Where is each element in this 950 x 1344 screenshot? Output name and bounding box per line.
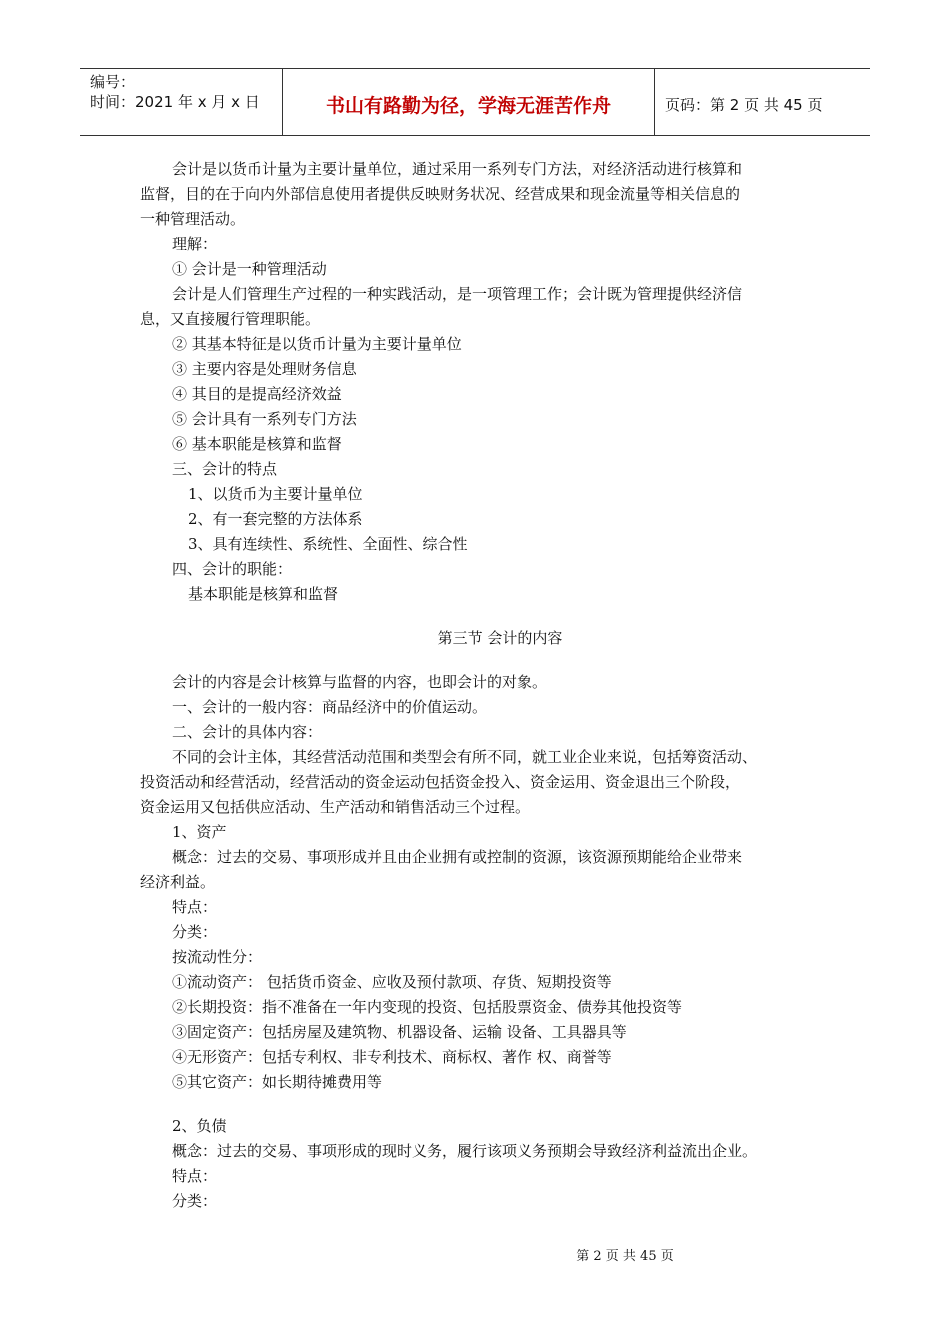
paragraph-line: 息，又直接履行管理职能。: [140, 310, 321, 328]
paragraph-line: 分类：: [172, 1192, 218, 1210]
paragraph-line: 会计的内容是会计核算与监督的内容，也即会计的对象。: [172, 673, 548, 691]
paragraph-line: 概念：过去的交易、事项形成并且由企业拥有或控制的资源，该资源预期能给企业带来: [172, 848, 743, 866]
list-item: ② 其基本特征是以货币计量为主要计量单位: [172, 335, 462, 353]
section-heading: 三、会计的特点: [172, 460, 278, 478]
list-item: ④无形资产：包括专利权、非专利技术、商标权、著作 权、商誉等: [172, 1048, 612, 1066]
header-table: [80, 68, 870, 136]
paragraph-line: 按流动性分：: [172, 948, 263, 966]
list-item: ③ 主要内容是处理财务信息: [172, 360, 357, 378]
paragraph-line: 监督，目的在于向内外部信息使用者提供反映财务状况、经营成果和现金流量等相关信息的: [140, 185, 741, 203]
paragraph-line: 概念：过去的交易、事项形成的现时义务，履行该项义务预期会导致经济利益流出企业。: [172, 1142, 758, 1160]
page-info: 页码：第 2 页 共 45 页: [665, 96, 823, 114]
paragraph-line: 分类：: [172, 923, 218, 941]
header-meta-cell: [80, 69, 283, 135]
paragraph-line: 会计是人们管理生产过程的一种实践活动，是一项管理工作；会计既为管理提供经济信: [172, 285, 743, 303]
paragraph-line: 特点：: [172, 898, 218, 916]
paragraph-line: 投资活动和经营活动，经营活动的资金运动包括资金投入、资金运用、资金退出三个阶段，: [140, 773, 741, 791]
subheading: 2、负债: [172, 1117, 227, 1135]
motto: 书山有路勤为径，学海无涯苦作舟: [325, 95, 611, 117]
paragraph-line: 资金运用又包括供应活动、生产活动和销售活动三个过程。: [140, 798, 531, 816]
paragraph-line: 基本职能是核算和监督: [188, 585, 339, 603]
paragraph-line: 一种管理活动。: [140, 210, 246, 228]
list-item: ① 会计是一种管理活动: [172, 260, 327, 278]
section-heading: 二、会计的具体内容：: [172, 723, 323, 741]
number-label: 编号：: [90, 73, 136, 91]
list-item: 2、有一套完整的方法体系: [188, 510, 363, 528]
list-item: ⑥ 基本职能是核算和监督: [172, 435, 342, 453]
header-motto-cell: [283, 69, 655, 135]
list-item: ②长期投资：指不准备在一年内变现的投资、包括股票资金、债券其他投资等: [172, 998, 683, 1016]
document-body: [140, 157, 820, 1214]
list-item: ⑤其它资产：如长期待摊费用等: [172, 1073, 383, 1091]
list-item: ④ 其目的是提高经济效益: [172, 385, 342, 403]
section-heading: 四、会计的职能：: [172, 560, 293, 578]
list-item: ①流动资产： 包括货币资金、应收及预付款项、存货、短期投资等: [172, 973, 612, 991]
list-item: 3、具有连续性、系统性、全面性、综合性: [188, 535, 468, 553]
paragraph-line: 不同的会计主体，其经营活动范围和类型会有所不同，就工业企业来说，包括筹资活动、: [172, 748, 758, 766]
header-page-cell: [655, 69, 870, 135]
subheading: 1、资产: [172, 823, 227, 841]
list-item: ⑤ 会计具有一系列专门方法: [172, 410, 357, 428]
list-item: 1、以货币为主要计量单位: [188, 485, 363, 503]
chapter-section-title: 第三节 会计的内容: [437, 629, 563, 647]
paragraph-line: 会计是以货币计量为主要计量单位，通过采用一系列专门方法，对经济活动进行核算和: [172, 160, 743, 178]
list-item: ③固定资产：包括房屋及建筑物、机器设备、运输 设备、工具器具等: [172, 1023, 627, 1041]
date-line: 时间：2021 年 x 月 x 日: [90, 93, 260, 111]
paragraph-line: 特点：: [172, 1167, 218, 1185]
page-footer: 第 2 页 共 45 页: [576, 1249, 674, 1264]
section-heading: 一、会计的一般内容：商品经济中的价值运动。: [172, 698, 488, 716]
subheading: 理解：: [172, 235, 218, 253]
paragraph-line: 经济利益。: [140, 873, 216, 891]
